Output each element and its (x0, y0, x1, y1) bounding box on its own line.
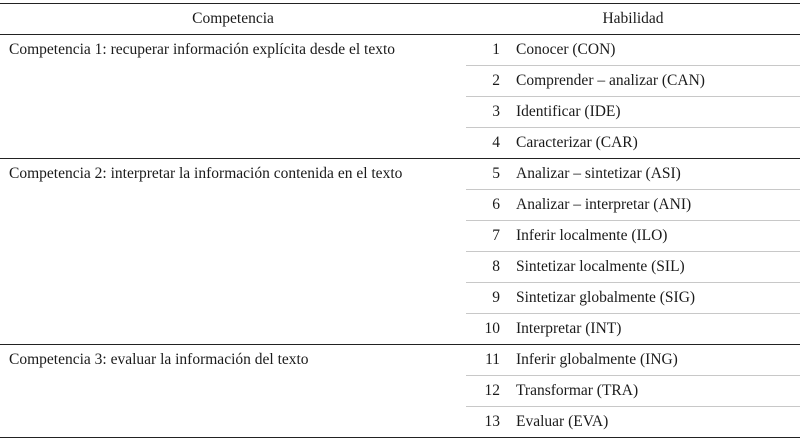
skill-label: Evaluar (EVA) (516, 407, 800, 438)
skill-number: 7 (466, 221, 516, 252)
header-row (0, 4, 800, 35)
skill-number: 13 (466, 407, 516, 438)
table-row (0, 35, 800, 66)
skill-number: 11 (466, 345, 516, 376)
competencia-cell: Competencia 2: interpretar la información contenida en el texto (0, 159, 466, 345)
skill-label: Conocer (CON) (516, 35, 800, 66)
table-row (0, 159, 800, 190)
table-body (0, 35, 800, 438)
header-competencia: Competencia (0, 4, 466, 35)
skill-label: Sintetizar localmente (SIL) (516, 252, 800, 283)
skill-number: 3 (466, 97, 516, 128)
skill-label: Transformar (TRA) (516, 376, 800, 407)
header-habilidad: Habilidad (466, 4, 800, 35)
skill-number: 2 (466, 66, 516, 97)
skill-number: 4 (466, 128, 516, 159)
skill-label: Caracterizar (CAR) (516, 128, 800, 159)
skill-label: Analizar – interpretar (ANI) (516, 190, 800, 221)
skill-label: Analizar – sintetizar (ASI) (516, 159, 800, 190)
skill-number: 12 (466, 376, 516, 407)
skill-label: Identificar (IDE) (516, 97, 800, 128)
skill-label: Comprender – analizar (CAN) (516, 66, 800, 97)
skill-label: Inferir globalmente (ING) (516, 345, 800, 376)
skill-label: Inferir localmente (ILO) (516, 221, 800, 252)
skill-number: 8 (466, 252, 516, 283)
competencias-table (0, 3, 800, 438)
skill-label: Sintetizar globalmente (SIG) (516, 283, 800, 314)
competencia-cell: Competencia 3: evaluar la información del texto (0, 345, 466, 438)
skill-number: 5 (466, 159, 516, 190)
skill-number: 9 (466, 283, 516, 314)
skill-number: 1 (466, 35, 516, 66)
skill-label: Interpretar (INT) (516, 314, 800, 345)
skill-number: 10 (466, 314, 516, 345)
skill-number: 6 (466, 190, 516, 221)
table-row (0, 345, 800, 376)
competencia-cell: Competencia 1: recuperar información explícita desde el texto (0, 35, 466, 159)
